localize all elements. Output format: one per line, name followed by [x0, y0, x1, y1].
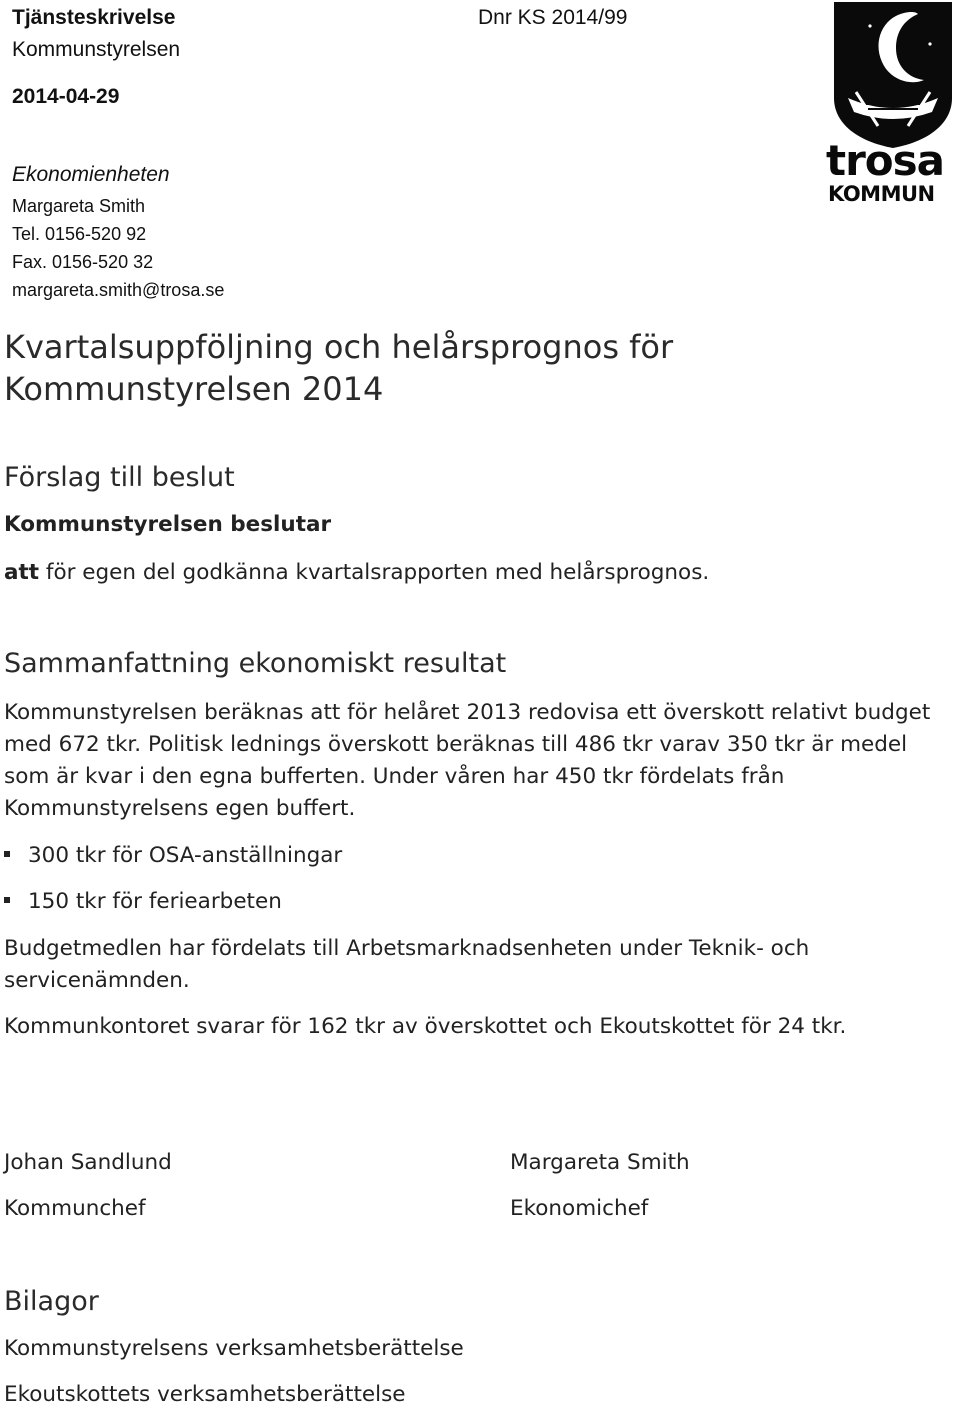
- doc-body: Kommunstyrelsen: [12, 38, 181, 61]
- bullet-square-icon: [4, 897, 10, 903]
- bullet-square-icon: [4, 851, 10, 857]
- bullet-text: 150 tkr för feriearbeten: [28, 889, 282, 914]
- contact-tel: Tel. 0156-520 92: [12, 224, 147, 244]
- summary-paragraph-3: Kommunkontoret svarar för 162 tkr av överskottet och Ekoutskottet för 24 tkr.: [4, 1014, 847, 1039]
- summary-heading: Sammanfattning ekonomiskt resultat: [4, 648, 507, 679]
- document-title: [4, 326, 673, 410]
- signature-role-2: Ekonomichef: [510, 1196, 649, 1221]
- title-line-2: Kommunstyrelsen 2014: [4, 370, 384, 408]
- signature-role-1: Kommunchef: [4, 1196, 146, 1221]
- attachment-item: Kommunstyrelsens verksamhetsberättelse: [4, 1336, 464, 1361]
- trosa-crest-icon: [826, 0, 960, 150]
- title-line-1: Kvartalsuppföljning och helårsprognos för: [4, 328, 674, 366]
- doc-date: 2014-04-29: [12, 85, 120, 108]
- proposal-subheading: Kommunstyrelsen beslutar: [4, 512, 332, 537]
- summary-paragraph-1: Kommunstyrelsen beräknas att för helåret 2013 redovisa ett överskott relativt budget med 672 tkr. Politisk lednings överskott beräknas till 486 tkr varav 350 tkr är medel som är kvar i den egna bufferten. Under våren har 450 tkr fördelats från Kommunstyrelsens egen buffert.: [4, 700, 931, 821]
- attachment-item: Ekoutskottets verksamhetsberättelse: [4, 1382, 406, 1407]
- bullet-text: 300 tkr för OSA-anställningar: [28, 843, 343, 868]
- contact-name: Margareta Smith: [12, 196, 146, 216]
- dnr: Dnr KS 2014/99: [478, 6, 628, 29]
- att-label: att: [4, 560, 40, 585]
- proposal-att-clause: [4, 560, 709, 585]
- proposal-heading: Förslag till beslut: [4, 462, 235, 493]
- signature-name-2: Margareta Smith: [510, 1150, 690, 1175]
- logo-text-kommun: KOMMUN: [828, 182, 935, 206]
- trosa-logo: [826, 0, 960, 210]
- contact-email: margareta.smith@trosa.se: [12, 280, 225, 300]
- doc-type: Tjänsteskrivelse: [12, 6, 176, 29]
- signature-name-1: Johan Sandlund: [4, 1150, 172, 1175]
- unit-name: Ekonomienheten: [12, 163, 170, 186]
- attachments-heading: Bilagor: [4, 1286, 99, 1317]
- logo-text-trosa: trosa: [826, 136, 944, 185]
- contact-fax: Fax. 0156-520 32: [12, 252, 154, 272]
- summary-paragraph-2: Budgetmedlen har fördelats till Arbetsmarknadsenheten under Teknik- och servicenämnden.: [4, 936, 810, 993]
- list-item: [4, 886, 282, 918]
- att-text: för egen del godkänna kvartalsrapporten med helårsprognos.: [39, 560, 710, 585]
- list-item: [4, 840, 342, 872]
